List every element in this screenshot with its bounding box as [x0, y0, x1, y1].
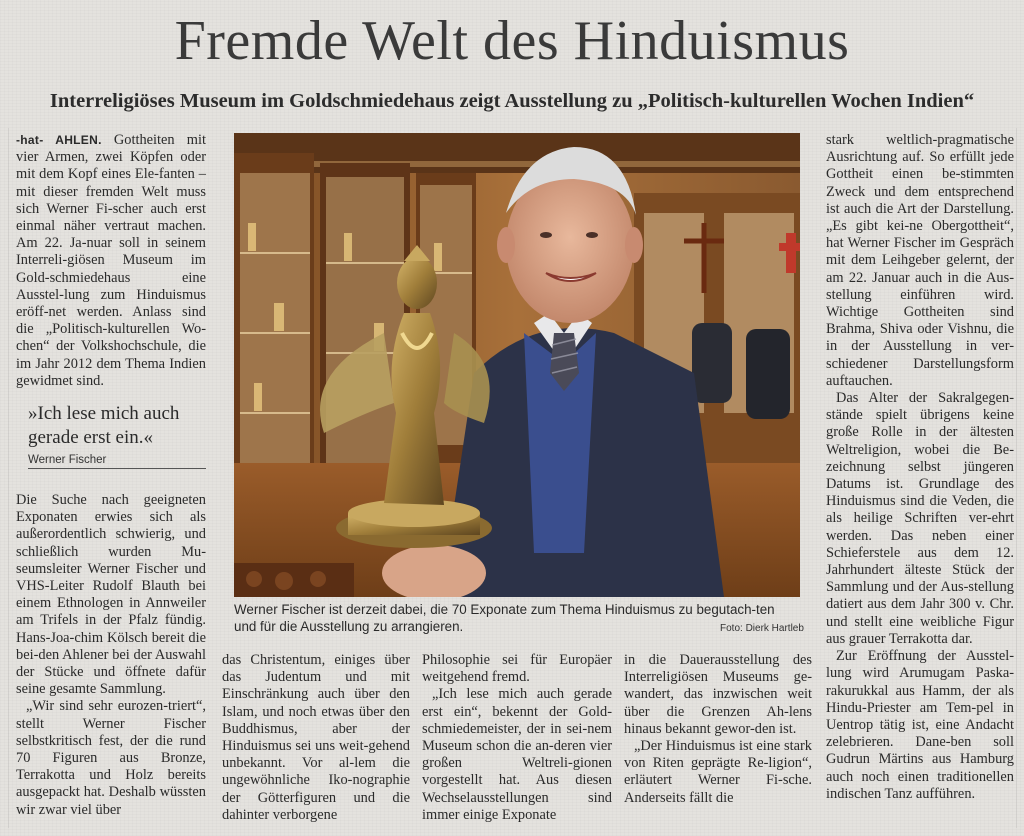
pull-quote-text: »Ich lese mich auch gerade erst ein.« [28, 403, 180, 448]
article-column-3 [422, 652, 612, 824]
paragraph: Zur Eröffnung der Ausstel-lung wird Arumugam Paska-rakurukkal aus Hamm, der als Hindu-Priester am Tem-pel in Uentrop tätig ist, eine Andacht zelebrieren. Dane-ben soll Gudrun Märtins aus Hamburg auch noch einen traditionellen indischen Tanz aufführen. [826, 648, 1014, 802]
photo-museum-figure [234, 133, 800, 597]
article-column-2 [222, 652, 410, 824]
dateline: -hat- AHLEN. [16, 133, 102, 147]
paragraph: Gottheiten mit vier Armen, zwei Köpfen oder mit dem Kopf eines Ele-fanten – mit dieser fremden Welt muss sich Werner Fi-scher auch erst einmal näher vertraut machen. Am 22. Ja-nuar soll in seinem Interreli-giösen Museum im Gold-schmiedehaus eine Ausstel-lung zum Hinduismus eröff-net werden. Anlass sind die „Politisch-kulturellen Wo-chen“ der Volkshochschule, die im Jahr 2012 dem Thema Indien gewidmet sind. [16, 132, 206, 389]
article-column-1-top [16, 132, 206, 390]
paragraph: Das Alter der Sakralgegen-stände spielt übrigens keine große Rolle in der ältesten Weltreligion, wobei die Be-zeichnung selbst jüngeren Datums ist. Grundlage des Hinduismus sind die Veden, die als heilige Schriften ver-ehrt werden. Das neben einer Schieferstele aus dem 12. Jahrhundert älteste Stück der Sammlung und der Aus-stellung datiert aus dem Jahr 300 v. Chr. und stellt eine weibliche Figur aus grauer Terrakotta dar. [826, 390, 1014, 647]
paragraph: Philosophie sei für Europäer weitgehend fremd. [422, 652, 612, 686]
photo-caption: Werner Fischer ist derzeit dabei, die 70 Exponate zum Thema Hinduismus zu begutach-ten und für die Ausstellung zu arrangieren. [234, 602, 775, 634]
subheadline: Interreligiöses Museum im Goldschmiedehaus zeigt Ausstellung zu „Politisch-kulturellen Wochen Indien“ [49, 90, 975, 112]
headline: Fremde Welt des Hinduismus [174, 10, 850, 72]
photo-credit: Foto: Dierk Hartleb [720, 623, 804, 634]
paragraph: „Der Hinduismus ist eine stark von Riten geprägte Re-ligion“, erläutert Werner Fi-sche. Anderseits fällt die [624, 738, 812, 806]
paragraph: das Christentum, einiges über das Judentum und mit Einschränkung auch über den Islam, und noch etwas über den Buddhismus, aber der Hinduismus sei uns weit-gehend unbekannt. Vor al-lem die ungewöhnliche Iko-nographie der Götterfiguren und die dahinter verborgene [222, 652, 410, 823]
pull-quote [28, 402, 206, 469]
article-column-1-bottom [16, 492, 206, 819]
pull-quote-attribution: Werner Fischer [28, 454, 206, 469]
page-fold [8, 128, 9, 828]
article-photo [234, 133, 800, 597]
paragraph: in die Dauerausstellung des Interreligiösen Museums ge-wandert, das inzwischen weit über die Grenzen Ah-lens hinaus bekannt gewor-den ist. [624, 652, 812, 737]
article-column-5 [826, 132, 1014, 803]
paragraph: Die Suche nach geeigneten Exponaten erwies sich als außerordentlich schwierig, und schließlich wurden Mu-seumsleiter Werner Fischer und VHS-Leiter Rudolf Blauth bei einem Ethnologen in Annweiler am Trifels in der Pfalz fündig. Hans-Joa-chim Kölsch bereit die bei-den Ahlener bei der Auswahl der Stücke und öffnete dafür seine gesamte Sammlung. [16, 492, 206, 698]
article-column-4 [624, 652, 812, 807]
paragraph: stark weltlich-pragmatische Ausrichtung auf. So erfüllt jede Gottheit einen be-stimmten Zweck und dem entsprechend ist auch die Art der Darstellung. „Es gibt kei-ne Obergottheit“, hat Werner Fischer im Gespräch mit dem Leihgeber gelernt, der am 22. Januar auch in die Aus-stellung einführen wird. Wichtige Gottheiten sind Brahma, Shiva oder Vishnu, die in der Ausstellung in ver-schiedener Darstellungsform auftauchen. [826, 132, 1014, 389]
paragraph: „Ich lese mich auch gerade erst ein“, bekennt der Gold-schmiedemeister, der in sei-nem Museum schon die an-deren vier großen Weltreli-gionen vorgestellt hat. Aus diesen Wechselausstellungen sind immer einige Exponate [422, 686, 612, 823]
page-fold [1016, 128, 1017, 828]
paragraph: „Wir sind sehr eurozen-triert“, stellt Werner Fischer selbstkritisch fest, der die rund 70 Figuren aus Bronze, Terrakotta und Holz bereits ausgepackt hat. Deshalb wüssten wir zwar viel über [16, 698, 206, 818]
